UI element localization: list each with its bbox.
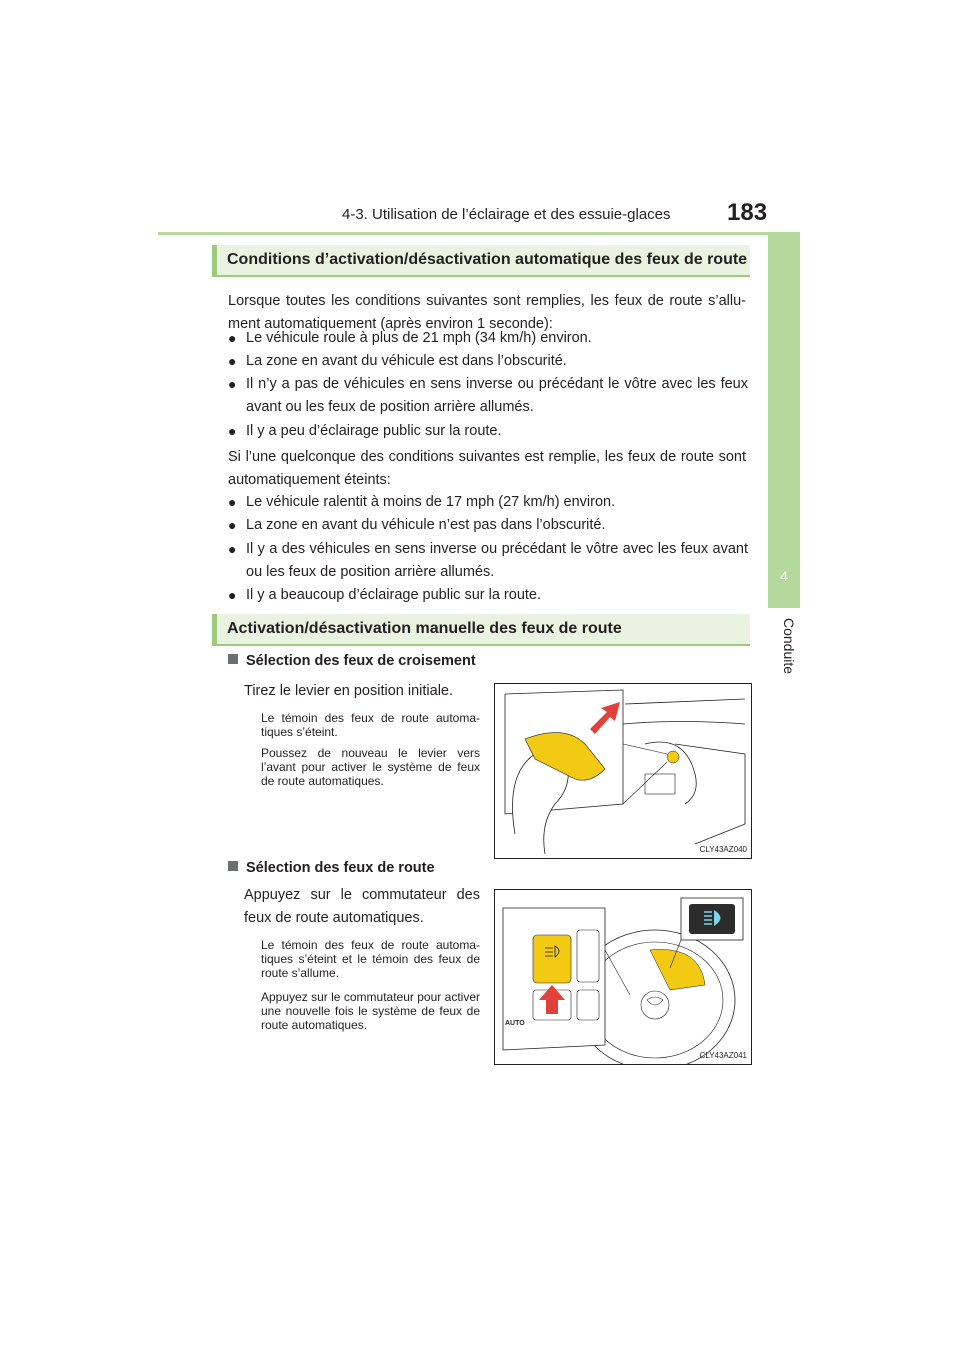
list-item: ● Il y a beaucoup d’éclairage public sur la route. <box>228 584 748 607</box>
list-item: ● Il n’y a pas de véhicules en sens inverse ou précédant le vôtre avec les feux avant ou les feux de position arrière allumés. <box>228 373 748 419</box>
list-item: ● Il y a peu d’éclairage public sur la route. <box>228 420 748 443</box>
chapter-number: 4 <box>780 568 788 584</box>
subheading-high-beam: Sélection des feux de route <box>228 860 435 876</box>
switch-auto-label: AUTO <box>505 1020 525 1027</box>
list-item: ● Il y a des véhicules en sens inverse ou précédant le vôtre avec les feux avant ou les feux de position arrière allumés. <box>228 538 748 584</box>
bullet-icon: ● <box>228 330 237 346</box>
square-bullet-icon <box>228 861 238 871</box>
bullet-icon: ● <box>228 376 237 392</box>
header-rule <box>158 232 800 235</box>
figure-code: CLY43AZ041 <box>699 1051 747 1060</box>
note-low-beam-1: Le témoin des feux de route automatiques s’éteint. <box>261 711 480 739</box>
indicator-display <box>689 904 735 934</box>
subheading-low-beam: Sélection des feux de croisement <box>228 653 476 669</box>
bullet-icon: ● <box>228 353 237 369</box>
note-low-beam-2: Poussez de nouveau le levier vers l’avant pour activer le système de feux de route automatiques. <box>261 746 480 788</box>
section-underline <box>212 644 750 646</box>
header-title: 4-3. Utilisation de l’éclairage et des essuie-glaces <box>342 206 671 223</box>
section-underline <box>212 275 750 277</box>
bullet-icon: ● <box>228 423 237 439</box>
figure-switch-illustration <box>494 889 752 1065</box>
section-heading-auto-conditions: Conditions d’activation/désactivation automatique des feux de route <box>212 245 750 275</box>
bullet-icon: ● <box>228 517 237 533</box>
instruction-low-beam: Tirez le levier en position initiale. <box>244 683 454 699</box>
list-item: ● Le véhicule roule à plus de 21 mph (34 km/h) environ. <box>228 327 748 350</box>
bullet-icon: ● <box>228 587 237 603</box>
list-item: ● La zone en avant du véhicule n’est pas dans l’obscurité. <box>228 514 748 537</box>
chapter-label-text: Conduite <box>781 618 797 675</box>
list-item: ● Le véhicule ralentit à moins de 17 mph (27 km/h) environ. <box>228 491 748 514</box>
bullet-icon: ● <box>228 494 237 510</box>
indicator-highlight <box>650 949 705 990</box>
figure-code: CLY43AZ040 <box>699 845 747 854</box>
note-high-beam-1: Le témoin des feux de route automatiques s’éteint et le témoin des feux de route s’allume. <box>261 938 480 980</box>
intro-off-paragraph: Si l’une quelconque des conditions suivantes est remplie, les feux de route sont automatiquement éteints: <box>228 449 746 488</box>
lever-illustration <box>495 684 751 858</box>
auto-switch <box>533 935 571 983</box>
chapter-label <box>763 618 803 678</box>
page-number: 183 <box>727 199 768 226</box>
list-item: ● La zone en avant du véhicule est dans l’obscurité. <box>228 350 748 373</box>
section-heading-manual: Activation/désactivation manuelle des feux de route <box>212 614 750 644</box>
figure-lever-illustration <box>494 683 752 859</box>
note-high-beam-2: Appuyez sur le commutateur pour activer une nouvelle fois le système de feux de route automatiques. <box>261 990 480 1032</box>
switch-illustration <box>495 890 751 1064</box>
intro-on-paragraph: Lorsque toutes les conditions suivantes sont remplies, les feux de route s’allument automatiquement (après environ 1 seconde): <box>228 293 746 332</box>
instruction-high-beam: Appuyez sur le commutateur des feux de route automatiques. <box>244 887 480 926</box>
bullet-icon: ● <box>228 541 237 557</box>
square-bullet-icon <box>228 654 238 664</box>
chapter-tab <box>768 235 800 608</box>
